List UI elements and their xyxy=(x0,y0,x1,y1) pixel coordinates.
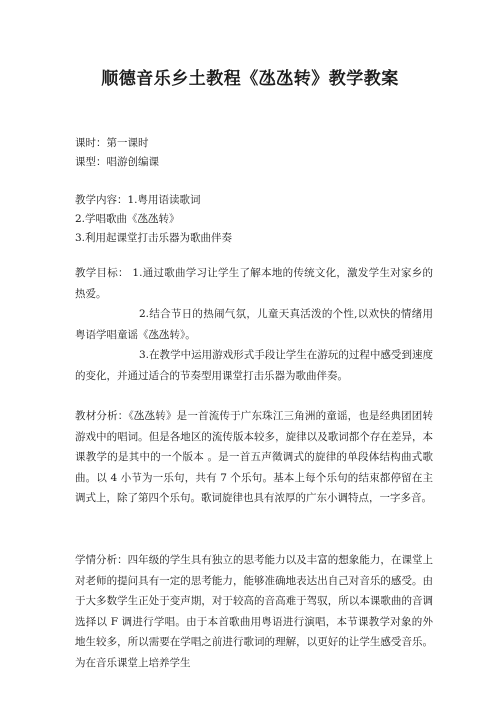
objective-3: 3.在教学中运用游戏形式手段让学生在游玩的过程中感受到速度的变化，并通过适合的节奏型用课堂打击乐器为歌曲伴奏。 xyxy=(75,349,433,382)
content-line-2: 2.学唱歌曲《氹氹转》 xyxy=(75,213,180,225)
student-analysis: 学情分析：四年级的学生具有独立的思考能力以及丰富的想象能力，在课堂上对老师的提问具有一定的思考能力，能够准确地表达出自己对音乐的感受。由于大多数学生正处于变声期，对于较高的音高难于驾驭，所以本课歌曲的音调选择以 F 调进行学唱。由于本首歌曲用粤语进行演唱，本节课教学对象的外地生较多，所以需要在学唱之前进行歌词的理解，以更好的让学生感受音乐。为在音乐课堂上培养学生 xyxy=(75,554,433,669)
material-analysis: 教材分析：《氹氹转》是一首流传于广东珠江三角洲的童谣，也是经典团团转游戏中的唱词。但是各地区的流传版本较多，旋律以及歌词都个存在差异，本课教学的是其中的一个版本 。是一首五声徵调式的旋律的单段体结构曲式歌曲。以 4 小节为一乐句，共有 7 个乐句。基本上每个乐句的结束都停留在主调式上，除了第四个乐句。歌词旋律也具有浓厚的广东小调特点，一字多音。 xyxy=(75,410,433,504)
content-line-3: 3.利用起课堂打击乐器为歌曲伴奏 xyxy=(75,232,233,244)
objective-2: 2.结合节日的热闹气氛，儿童天真活泼的个性,以欢快的情绪用粤语学唱童谣《氹氹转》。 xyxy=(75,308,433,341)
lesson-time: 课时：第一课时 xyxy=(75,137,149,149)
lesson-type: 课型：唱游创编课 xyxy=(75,156,159,168)
document-title: 顺德音乐乡土教程《氹氹转》教学教案 xyxy=(101,69,399,89)
objective-1: 教学目标： 1.通过歌曲学习让学生了解本地的传统文化，激发学生对家乡的热爱。 xyxy=(75,267,433,300)
content-line-1: 教学内容：1.粤用语读歌词 xyxy=(75,194,201,206)
